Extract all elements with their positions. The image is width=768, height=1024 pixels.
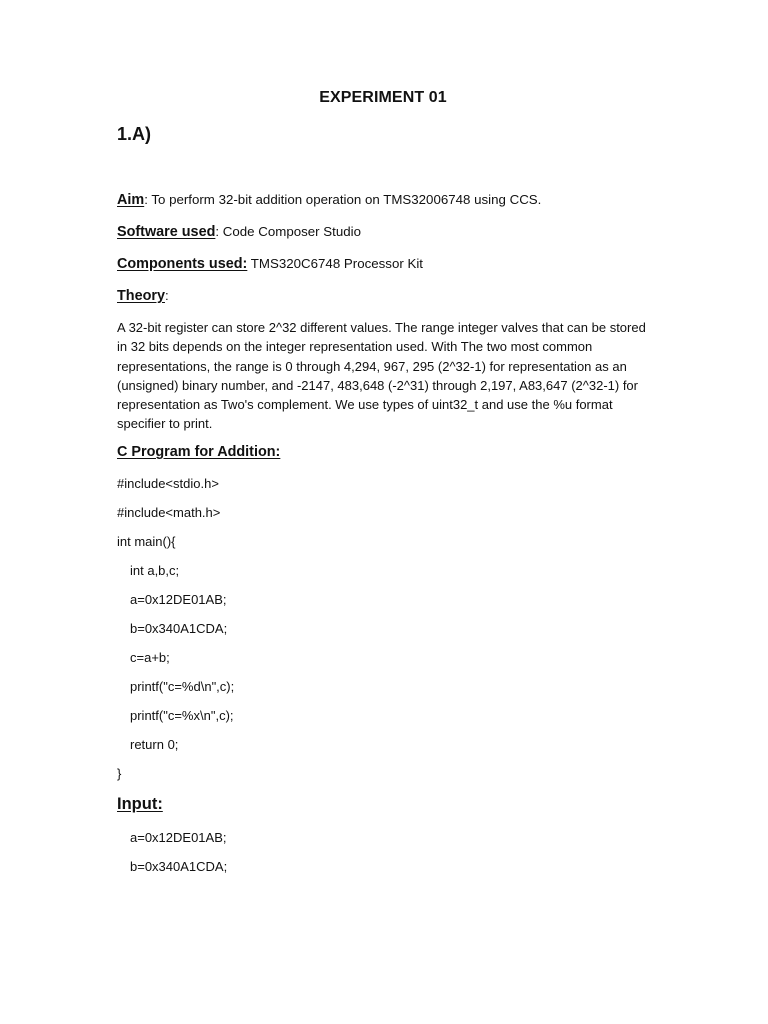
code-line: printf("c=%d\n",c); [130, 679, 235, 694]
code-line: int main(){ [117, 534, 176, 549]
code-line: #include<math.h> [117, 505, 221, 520]
input-line: b=0x340A1CDA; [130, 859, 228, 874]
input-line: a=0x12DE01AB; [130, 830, 227, 845]
code-line: b=0x340A1CDA; [130, 621, 228, 636]
components-field [117, 256, 423, 272]
theory-line: in 32 bits depends on the integer representation used. With The two most common [117, 339, 593, 355]
software-label: Software used [117, 224, 216, 240]
software-field [117, 224, 361, 240]
input-heading: Input: [117, 795, 163, 813]
components-value: TMS320C6748 Processor Kit [247, 256, 423, 271]
software-value: : Code Composer Studio [215, 224, 361, 239]
section-id: 1.A) [117, 124, 152, 144]
theory-colon: : [164, 288, 169, 303]
theory-line: A 32-bit register can store 2^32 different values. The range integer valves that can be stored [117, 320, 646, 335]
theory-field [117, 288, 169, 304]
components-label: Components used: [117, 256, 248, 272]
theory-line: (unsigned) binary number, and -2147, 483,648 (-2^31) through 2,197, A83,647 (2^32-1) for [117, 377, 638, 393]
code-line: a=0x12DE01AB; [130, 592, 227, 607]
theory-paragraph [117, 318, 657, 434]
theory-line: representations, the range is 0 through 4,294, 967, 295 (2^32-1) for representation as an [117, 358, 627, 374]
code-line: c=a+b; [130, 650, 170, 665]
code-line: int a,b,c; [130, 563, 180, 578]
code-line: printf("c=%x\n",c); [130, 708, 234, 723]
aim-value: : To perform 32-bit addition operation on TMS32006748 using CCS. [144, 192, 542, 207]
theory-line: specifier to print. [117, 416, 213, 432]
theory-label: Theory [117, 288, 165, 304]
code-line: } [117, 766, 122, 781]
experiment-title: EXPERIMENT 01 [319, 89, 447, 106]
code-line: return 0; [130, 737, 179, 752]
aim-field [117, 192, 541, 208]
c-program-heading: C Program for Addition: [117, 444, 281, 460]
aim-label: Aim [117, 192, 145, 208]
theory-line: representation as Two's complement. We use types of uint32_t and use the %u format [117, 397, 613, 413]
code-line: #include<stdio.h> [117, 476, 219, 491]
